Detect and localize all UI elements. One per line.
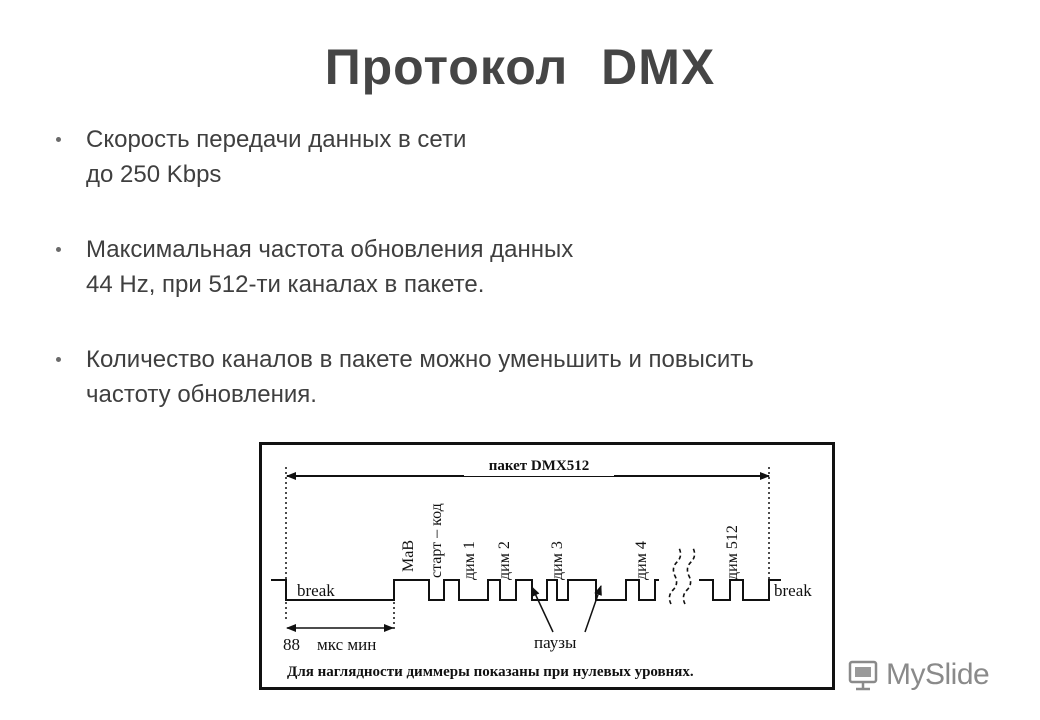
bullet-line: Скорость передачи данных в сети — [86, 126, 467, 153]
diagram-caption: Для наглядности диммеры показаны при нулевых уровнях. — [287, 664, 694, 680]
dim1-label: дим 1 — [461, 541, 478, 580]
packet-label: пакет DMX512 — [488, 458, 590, 474]
break-label-right: break — [774, 581, 812, 600]
bullet-line: Максимальная частота обновления данных — [86, 236, 574, 263]
dim512-label: дим 512 — [724, 525, 741, 580]
bullet-line: 44 Hz, при 512-ти каналах в пакете. — [86, 271, 485, 298]
start-code-label: старт – код — [428, 503, 445, 578]
break-label-left: break — [297, 581, 335, 600]
dmx-timing-diagram — [259, 442, 835, 690]
monitor-icon — [848, 659, 882, 693]
min-time-unit: мкс мин — [317, 635, 377, 654]
bullet-dot — [56, 247, 61, 252]
page-title: Протокол DMX — [324, 39, 716, 95]
dim4-label: дим 4 — [633, 541, 650, 580]
dim2-label: дим 2 — [496, 541, 513, 580]
bullet-line: Количество каналов в пакете можно уменьшить и повысить — [86, 346, 754, 373]
pauses-label: паузы — [534, 633, 577, 652]
logo-text: MySlide — [886, 658, 990, 691]
myslide-logo — [848, 656, 1018, 696]
bullet-dot — [56, 137, 61, 142]
bullet-line: до 250 Kbps — [86, 161, 222, 188]
mab-label: MaB — [400, 540, 417, 572]
bullet-line: частоту обновления. — [86, 381, 317, 408]
min-time-value: 88 — [283, 635, 300, 654]
bullet-dot — [56, 357, 61, 362]
dim3-label: дим 3 — [549, 541, 566, 580]
